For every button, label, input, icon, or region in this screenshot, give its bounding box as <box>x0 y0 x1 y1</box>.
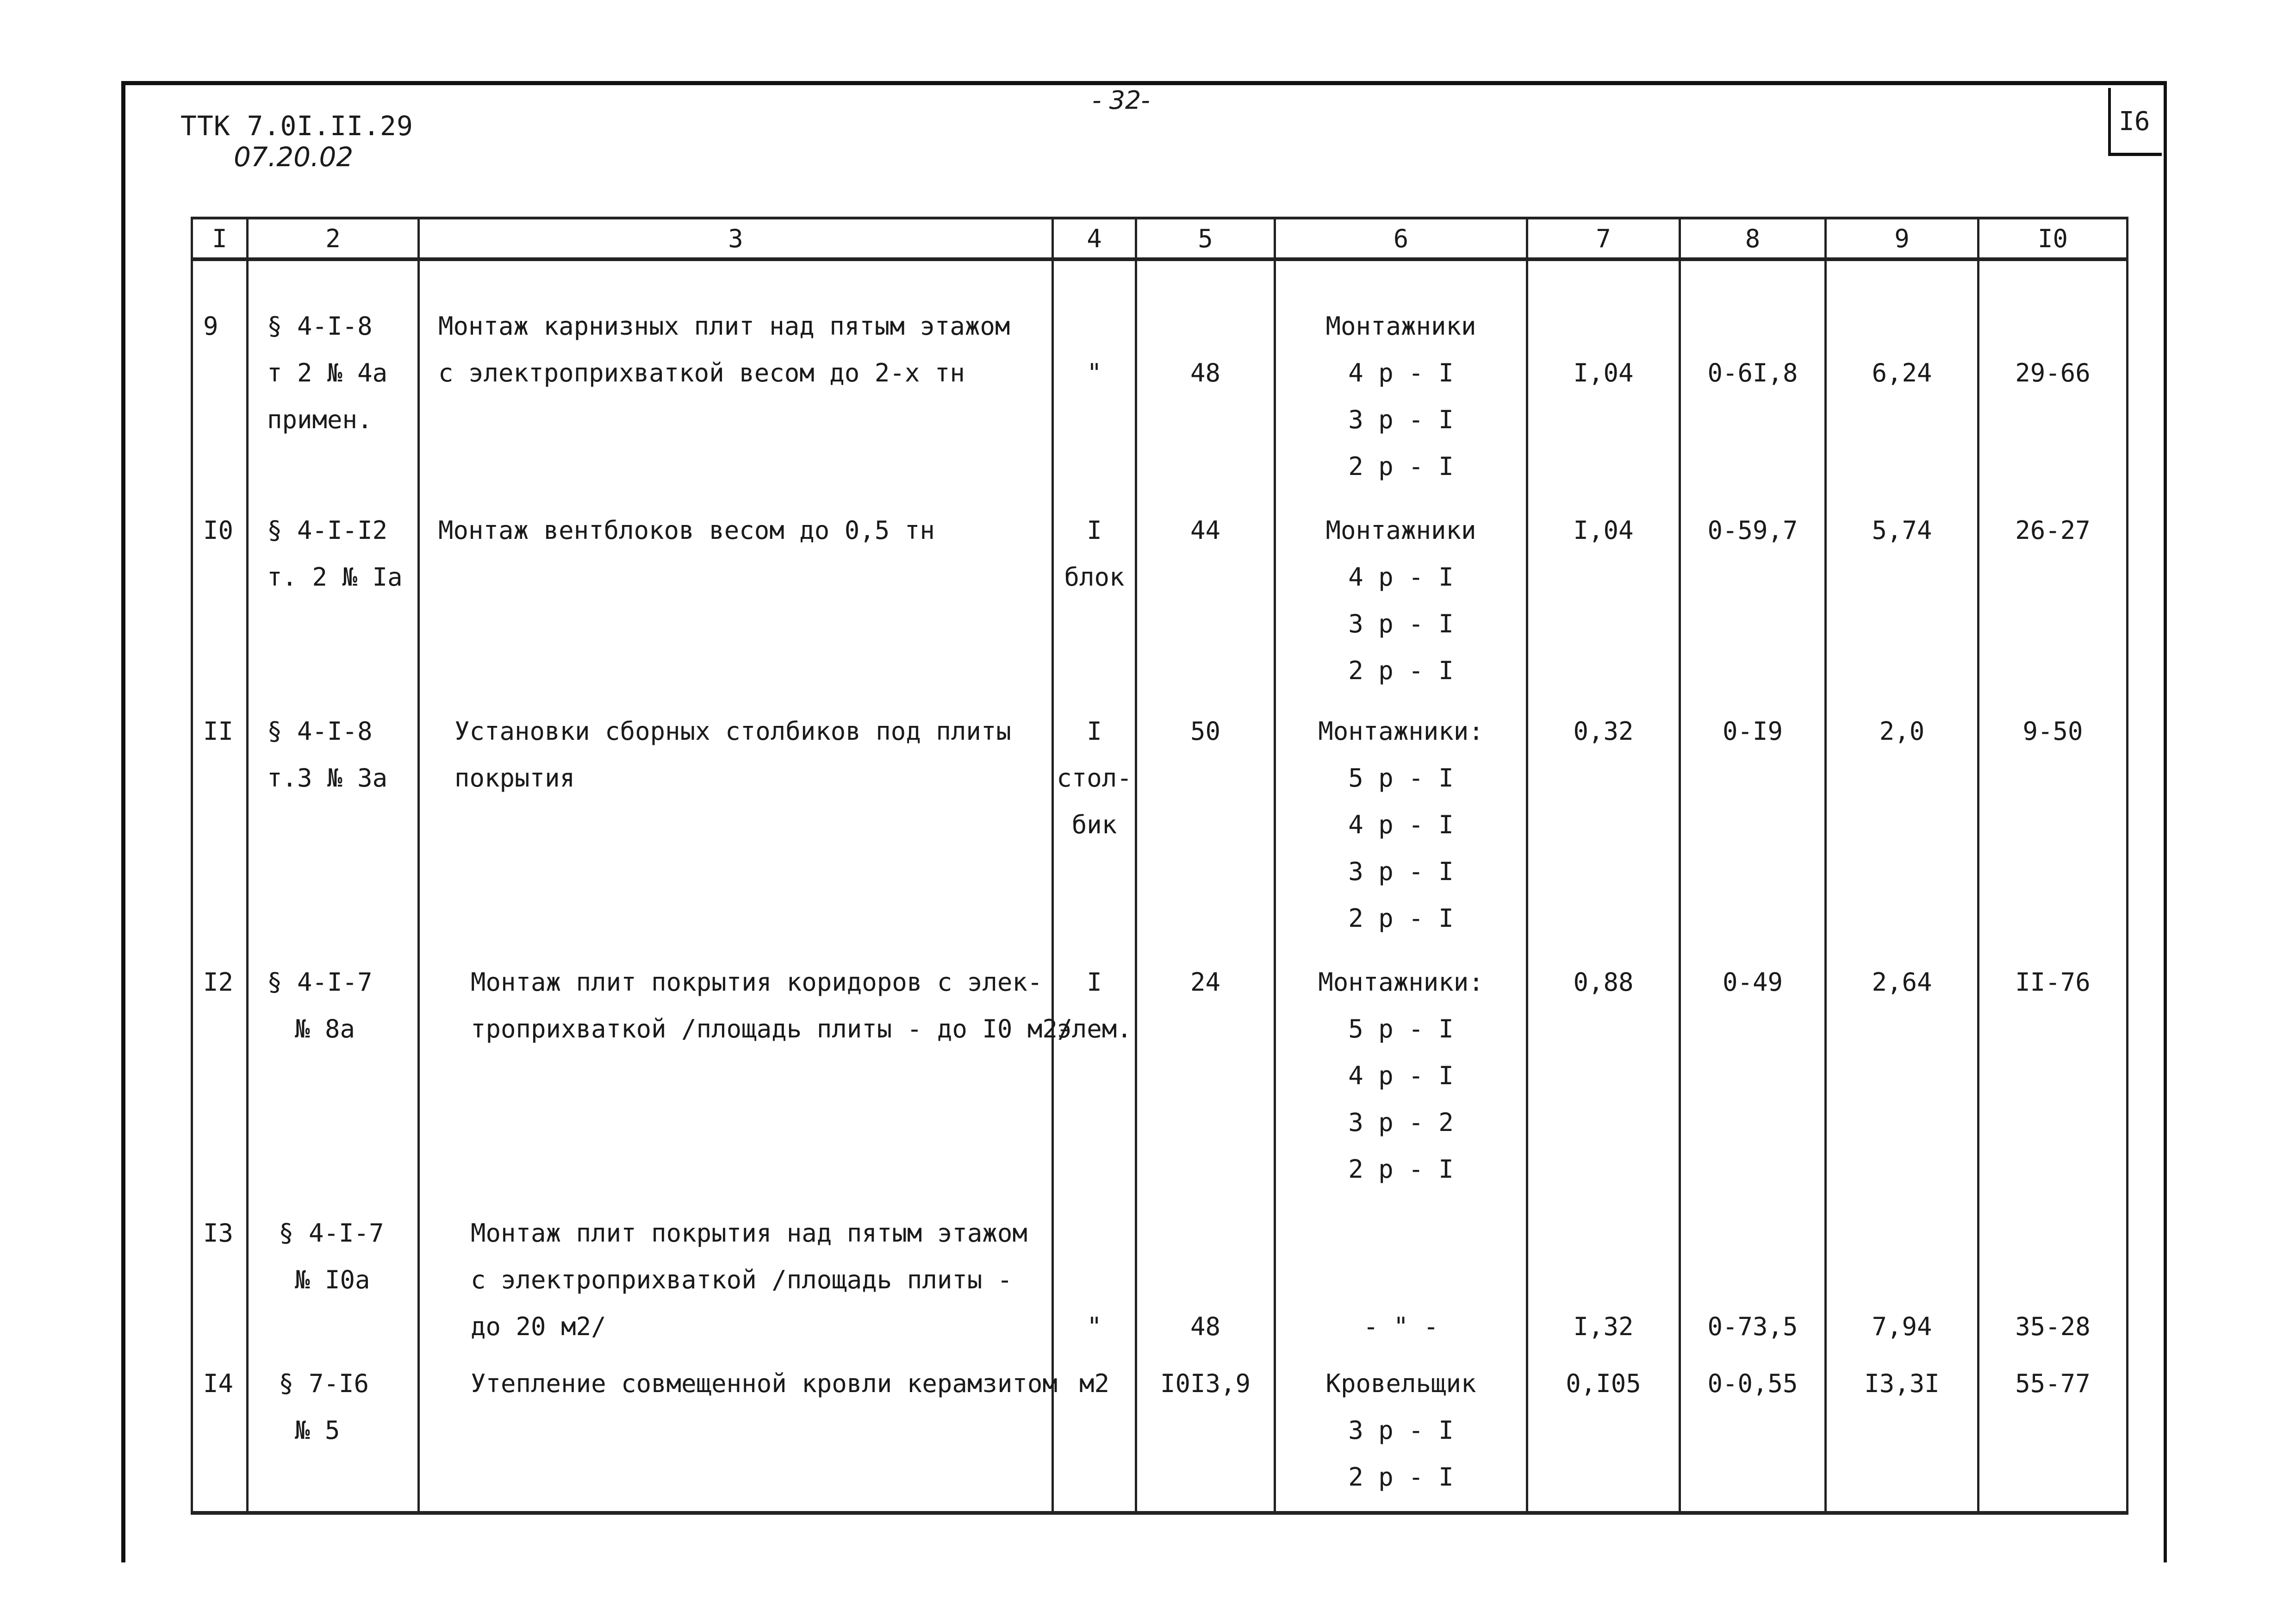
rate <box>1681 303 1824 350</box>
time-norm <box>1528 1210 1679 1256</box>
crew: 2 р - I <box>1348 656 1454 685</box>
wage-cost: 26-27 <box>2015 515 2091 545</box>
wage-cost <box>1979 1210 2126 1256</box>
rate <box>1681 1256 1824 1303</box>
crew: Монтажники <box>1325 312 1476 341</box>
column-header: 7 <box>1527 218 1680 259</box>
norm-reference: № I0а <box>295 1265 370 1294</box>
norm-reference: § 4-I-8 <box>267 716 373 746</box>
crew: 4 р - I <box>1348 562 1454 592</box>
sheet-number: I6 <box>2119 106 2150 137</box>
rate: 0-49 <box>1722 967 1783 997</box>
work-description: Утепление совмещенной кровли керамзитом <box>471 1369 1058 1399</box>
wage-cost: 29-66 <box>2015 358 2091 387</box>
labor-cost: I3,3I <box>1864 1369 1940 1399</box>
wage-cost: 35-28 <box>2015 1312 2091 1341</box>
unit <box>1054 1256 1135 1303</box>
time-norm: 0,I05 <box>1566 1369 1641 1399</box>
time-norm: I,04 <box>1573 515 1634 545</box>
crew: 2 р - I <box>1348 452 1454 481</box>
column-header: I <box>192 218 248 259</box>
work-spec-table <box>191 217 2128 1515</box>
quantity: 44 <box>1190 515 1221 545</box>
crew: 2 р - I <box>1348 1154 1454 1184</box>
norm-reference: § 7-I6 <box>279 1369 369 1399</box>
crew: 5 р - I <box>1348 763 1454 793</box>
unit: " <box>1087 358 1102 387</box>
crew: 3 р - I <box>1348 609 1454 638</box>
unit: блок <box>1064 562 1125 592</box>
wage-cost: 55-77 <box>2015 1369 2091 1399</box>
row-number: 9 <box>203 312 218 341</box>
work-description: Монтаж плит покрытия коридоров с элек- <box>471 967 1043 997</box>
norm-reference: примен. <box>267 405 373 434</box>
rate: 0-0,55 <box>1707 1369 1798 1399</box>
labor-cost: 6,24 <box>1872 358 1932 387</box>
unit: бик <box>1071 810 1117 839</box>
crew: 3 р - I <box>1348 856 1454 886</box>
crew: Монтажники <box>1325 515 1476 545</box>
norm-reference: § 4-I-I2 <box>267 515 388 545</box>
column-header: 5 <box>1136 218 1275 259</box>
norm-reference: § 4-I-8 <box>267 312 373 341</box>
labor-cost: 5,74 <box>1872 515 1932 545</box>
column-header: 6 <box>1275 218 1527 259</box>
table-row <box>192 507 2128 708</box>
labor-cost: 7,94 <box>1872 1312 1932 1341</box>
rate: 0-6I,8 <box>1707 358 1798 387</box>
column-header: 3 <box>419 218 1053 259</box>
norm-reference: т 2 № 4а <box>267 358 388 387</box>
document-code: ТТК 7.0I.II.29 <box>180 110 413 142</box>
crew: 3 р - I <box>1348 1416 1454 1445</box>
labor-cost <box>1827 1210 1977 1256</box>
work-description: покрытия <box>454 763 575 793</box>
time-norm: I,04 <box>1573 358 1634 387</box>
crew: - " - <box>1363 1312 1439 1341</box>
table-row <box>192 1360 2128 1513</box>
rate: 0-59,7 <box>1707 515 1798 545</box>
norm-reference: т. 2 № Iа <box>267 562 403 592</box>
norm-reference: № 5 <box>295 1416 340 1445</box>
table-row <box>192 1210 2128 1360</box>
column-header: 9 <box>1826 218 1979 259</box>
unit: " <box>1087 1312 1102 1341</box>
norm-reference: т.3 № 3а <box>267 763 388 793</box>
work-description: Монтаж плит покрытия над пятым этажом <box>471 1218 1027 1248</box>
work-description: Монтаж вентблоков весом до 0,5 тн <box>438 515 935 545</box>
crew: 5 р - I <box>1348 1014 1454 1043</box>
crew: Монтажники: <box>1318 716 1484 746</box>
rate <box>1681 1210 1824 1256</box>
column-header: 2 <box>248 218 419 259</box>
table-row <box>192 259 2128 507</box>
work-description: Установки сборных столбиков под плиты <box>454 716 1011 746</box>
column-header: I0 <box>1979 218 2128 259</box>
crew: 4 р - I <box>1348 1061 1454 1090</box>
row-number: I3 <box>203 1218 234 1248</box>
document-date: 07.20.02 <box>234 141 354 173</box>
work-description: до 20 м2/ <box>471 1312 606 1341</box>
unit: I <box>1087 515 1102 545</box>
table-row <box>192 959 2128 1210</box>
crew: Кровельщик <box>1325 1369 1476 1399</box>
row-number: I4 <box>203 1369 234 1399</box>
quantity <box>1137 303 1274 350</box>
crew <box>1276 1210 1526 1256</box>
labor-cost: 2,64 <box>1872 967 1932 997</box>
time-norm <box>1528 303 1679 350</box>
wage-cost: II-76 <box>2015 967 2091 997</box>
rate: 0-73,5 <box>1707 1312 1798 1341</box>
unit: элем. <box>1057 1014 1132 1043</box>
time-norm: I,32 <box>1573 1312 1634 1341</box>
crew: 4 р - I <box>1348 358 1454 387</box>
time-norm <box>1528 1256 1679 1303</box>
unit: I <box>1087 716 1102 746</box>
unit <box>1054 303 1135 350</box>
wage-cost <box>1979 1256 2126 1303</box>
crew: 4 р - I <box>1348 810 1454 839</box>
row-number: I0 <box>203 515 234 545</box>
unit: I <box>1087 967 1102 997</box>
work-description: троприхваткой /площадь плиты - до I0 м2/ <box>471 1014 1073 1043</box>
labor-cost <box>1827 303 1977 350</box>
quantity <box>1137 1256 1274 1303</box>
quantity: 48 <box>1190 358 1221 387</box>
column-header: 8 <box>1680 218 1826 259</box>
work-description: Монтаж карнизных плит над пятым этажом <box>438 312 1010 341</box>
quantity: 24 <box>1190 967 1221 997</box>
wage-cost <box>1979 303 2126 350</box>
work-description: с электроприхваткой весом до 2-х тн <box>438 358 965 387</box>
unit <box>1054 1210 1135 1256</box>
crew <box>1276 1256 1526 1303</box>
quantity: 50 <box>1190 716 1221 746</box>
crew: 3 р - 2 <box>1348 1107 1454 1137</box>
time-norm: 0,88 <box>1573 967 1634 997</box>
rate: 0-I9 <box>1722 716 1783 746</box>
row-number: II <box>203 716 234 746</box>
row-number: I2 <box>203 967 234 997</box>
crew: 2 р - I <box>1348 903 1454 933</box>
table-row <box>192 708 2128 959</box>
work-description: с электроприхваткой /площадь плиты - <box>471 1265 1013 1294</box>
norm-reference: № 8а <box>295 1014 355 1043</box>
crew: Монтажники: <box>1318 967 1484 997</box>
column-header: 4 <box>1053 218 1136 259</box>
page-number: - 32- <box>1092 86 1150 115</box>
norm-reference: § 4-I-7 <box>267 967 373 997</box>
quantity: I0I3,9 <box>1160 1369 1251 1399</box>
wage-cost: 9-50 <box>2022 716 2083 746</box>
unit: стол- <box>1057 763 1132 793</box>
unit: м2 <box>1079 1369 1110 1399</box>
crew: 3 р - I <box>1348 405 1454 434</box>
norm-reference: § 4-I-7 <box>279 1218 384 1248</box>
labor-cost: 2,0 <box>1879 716 1925 746</box>
quantity <box>1137 1210 1274 1256</box>
time-norm: 0,32 <box>1573 716 1634 746</box>
quantity: 48 <box>1190 1312 1221 1341</box>
labor-cost <box>1827 1256 1977 1303</box>
crew: 2 р - I <box>1348 1462 1454 1492</box>
column-header-row <box>192 218 2128 259</box>
